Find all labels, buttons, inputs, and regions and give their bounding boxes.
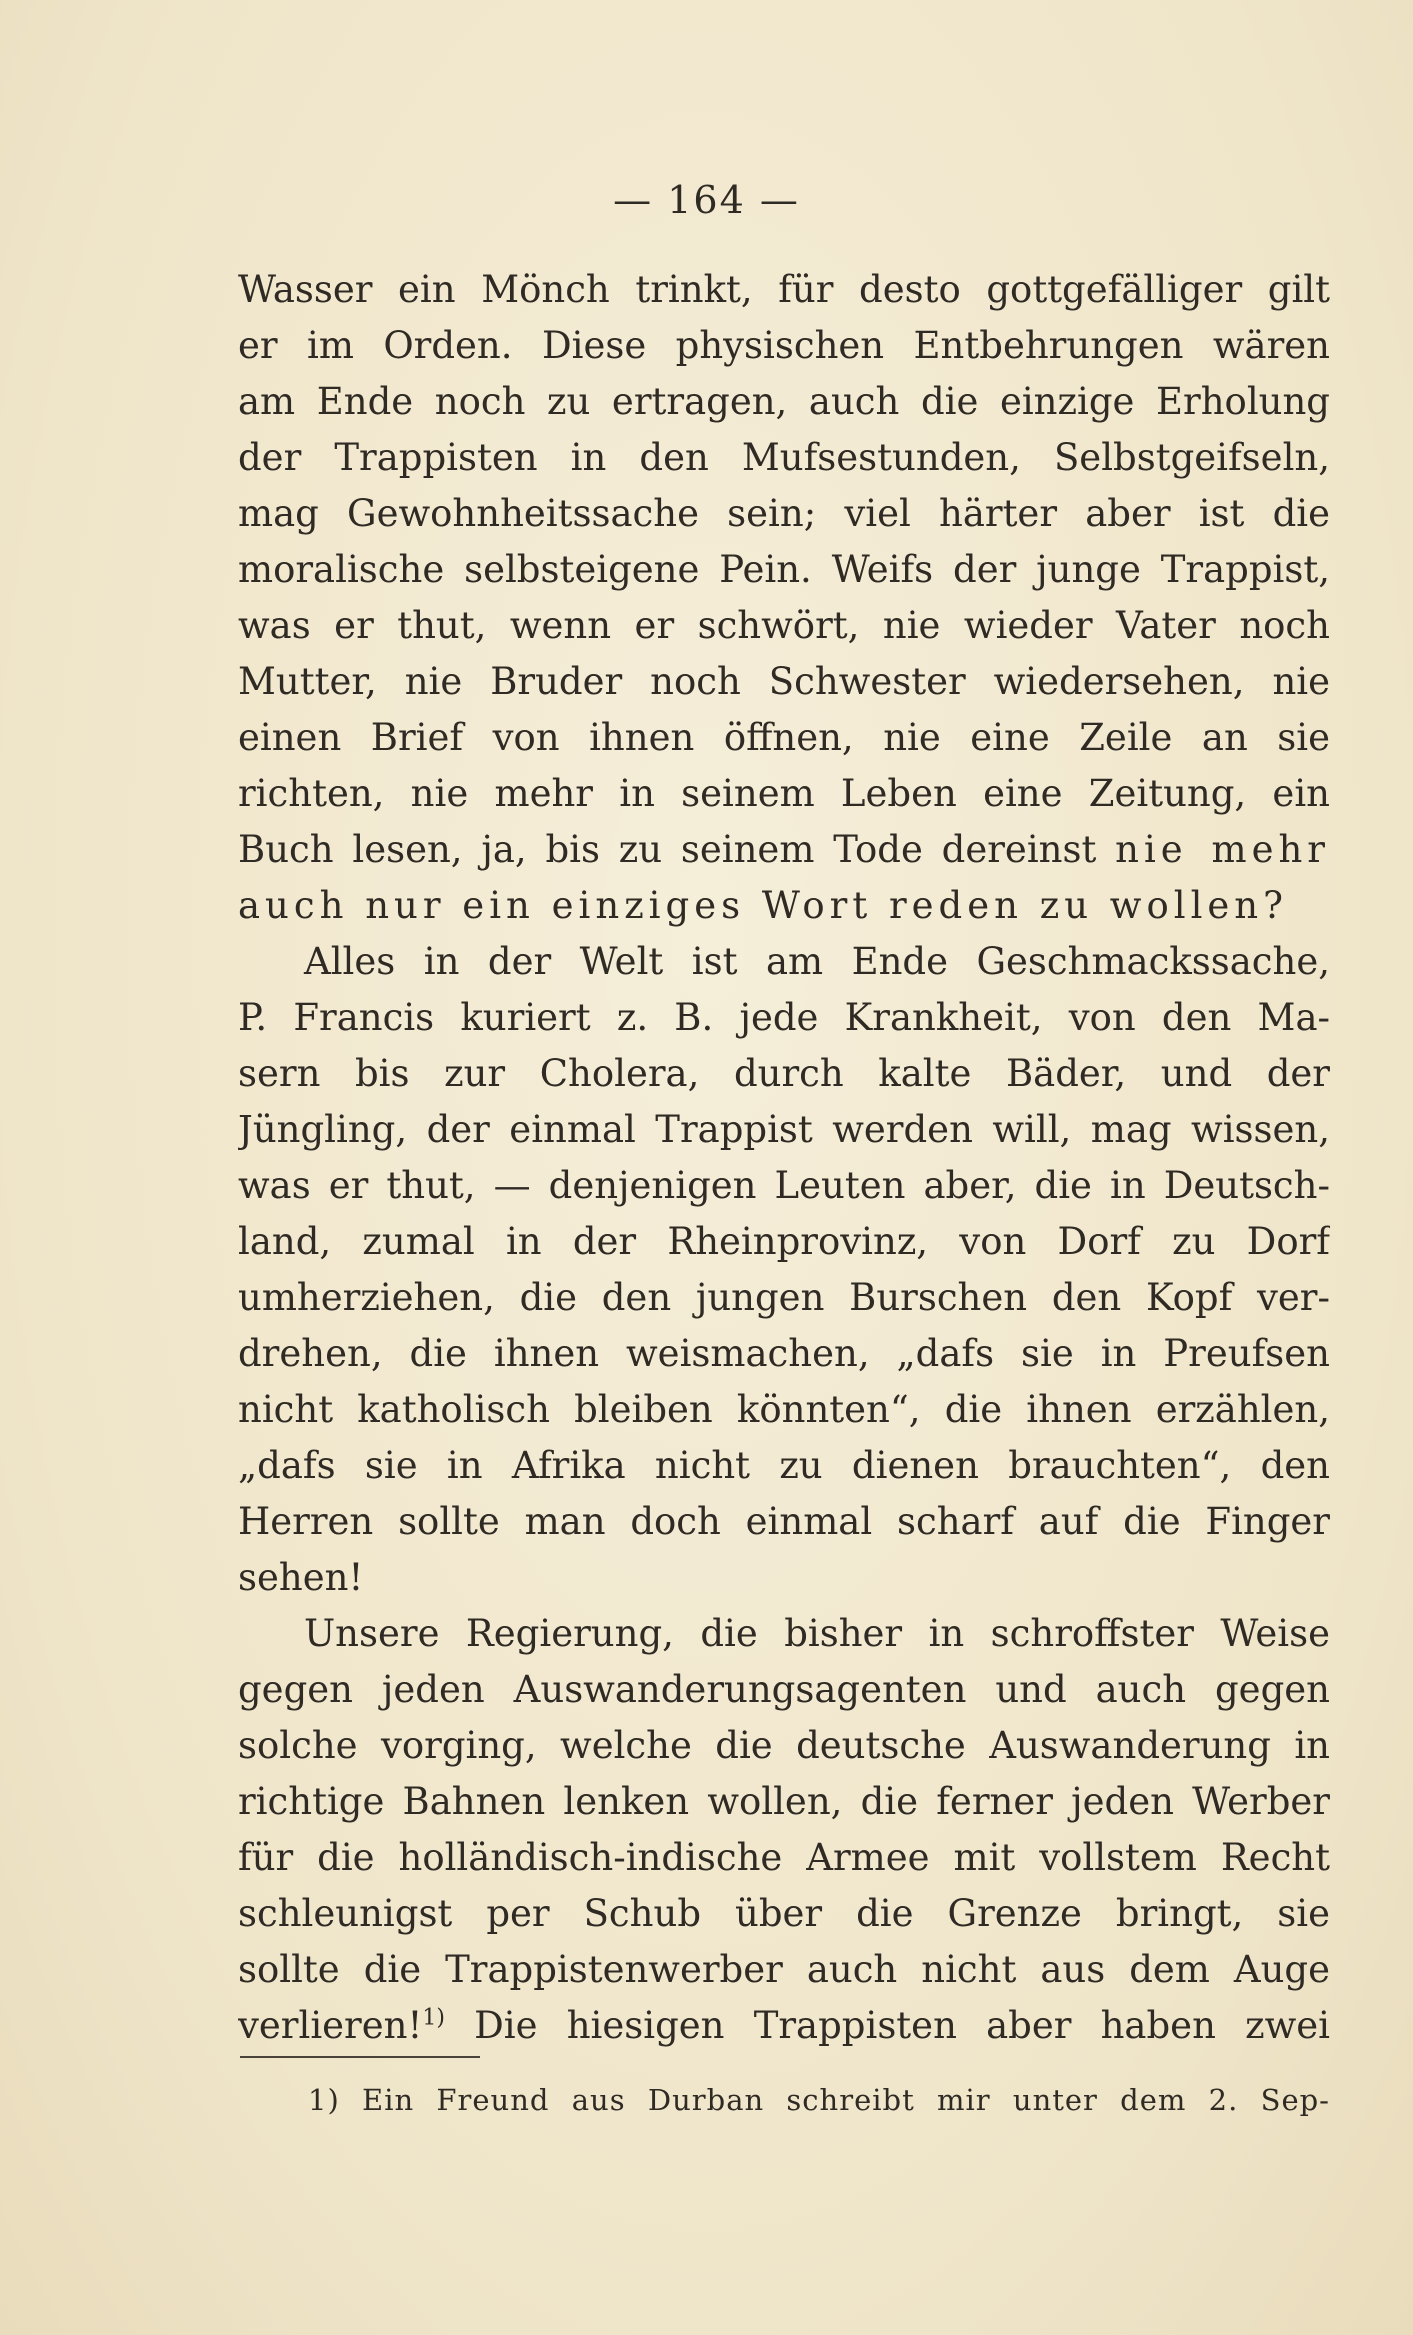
text-line: was er thut, wenn er schwört, nie wieder Vater noch	[238, 604, 1330, 647]
text-line: Jüngling, der einmal Trappist werden will, mag wissen,	[238, 1108, 1330, 1151]
text-line: nicht katholisch bleiben könnten“, die ihnen erzählen,	[238, 1388, 1330, 1431]
text-line: der Trappisten in den Mufsestunden, Selbstgeifseln,	[238, 436, 1330, 479]
paragraph-end: sehen!	[238, 1556, 364, 1599]
text-line: richten, nie mehr in seinem Leben eine Zeitung, ein	[238, 772, 1330, 815]
text-line-end: Die hiesigen Trappisten aber haben zwei	[444, 2004, 1330, 2047]
text-line: schleunigst per Schub über die Grenze bringt, sie	[238, 1892, 1330, 1935]
text-line: „dafs sie in Afrika nicht zu dienen brauchten“, den	[238, 1444, 1330, 1487]
text-line: moralische selbsteigene Pein. Weifs der junge Trappist,	[238, 548, 1330, 591]
text-line-with-emphasis	[238, 822, 1330, 878]
footnote-reference: 1)	[422, 2005, 445, 2031]
text-line: sollte die Trappistenwerber auch nicht aus dem Auge	[238, 1948, 1330, 1991]
text-line: solche vorging, welche die deutsche Auswanderung in	[238, 1724, 1330, 1767]
text-line: mag Gewohnheitssache sein; viel härter aber ist die	[238, 492, 1330, 535]
text-line: für die holländisch-indische Armee mit vollstem Recht	[238, 1836, 1330, 1879]
text-line-start: verlieren!	[238, 2004, 423, 2047]
text-line: gegen jeden Auswanderungsagenten und auch gegen	[238, 1668, 1330, 1711]
page-number: — 164 —	[613, 178, 800, 222]
spaced-emphasis: nie mehr	[1115, 828, 1330, 871]
paragraph-start: Unsere Regierung, die bisher in schroffster Weise	[304, 1612, 1330, 1655]
text-line: Mutter, nie Bruder noch Schwester wiedersehen, nie	[238, 660, 1330, 703]
paragraph-start: Alles in der Welt ist am Ende Geschmackssache,	[304, 940, 1330, 983]
footnote-divider	[240, 2056, 480, 2058]
text-line: Herren sollte man doch einmal scharf auf die Finger	[238, 1500, 1330, 1543]
text-line: drehen, die ihnen weismachen, „dafs sie in Preufsen	[238, 1332, 1330, 1375]
text-line: sern bis zur Cholera, durch kalte Bäder, und der	[238, 1052, 1330, 1095]
text-line: einen Brief von ihnen öffnen, nie eine Zeile an sie	[238, 716, 1330, 759]
text-line-start: Buch lesen, ja, bis zu seinem Tode dereinst	[238, 828, 1116, 871]
text-line: richtige Bahnen lenken wollen, die ferner jeden Werber	[238, 1780, 1330, 1823]
text-line-spaced: auch nur ein einziges Wort reden zu wollen?	[238, 884, 1288, 927]
text-line: umherziehen, die den jungen Burschen den Kopf ver-	[238, 1276, 1330, 1319]
text-line-with-footnote-ref	[238, 1998, 1330, 2054]
text-line: P. Francis kuriert z. B. jede Krankheit, von den Ma-	[238, 996, 1330, 1039]
body-text	[238, 262, 1330, 2054]
text-line: er im Orden. Diese physischen Entbehrungen wären	[238, 324, 1330, 367]
text-line: am Ende noch zu ertragen, auch die einzige Erholung	[238, 380, 1330, 423]
footnote: 1) Ein Freund aus Durban schreibt mir unter dem 2. Sep-	[308, 2083, 1330, 2117]
text-line: was er thut, — denjenigen Leuten aber, die in Deutsch-	[238, 1164, 1330, 1207]
text-line: land, zumal in der Rheinprovinz, von Dorf zu Dorf	[238, 1220, 1330, 1263]
text-line: Wasser ein Mönch trinkt, für desto gottgefälliger gilt	[238, 268, 1330, 311]
